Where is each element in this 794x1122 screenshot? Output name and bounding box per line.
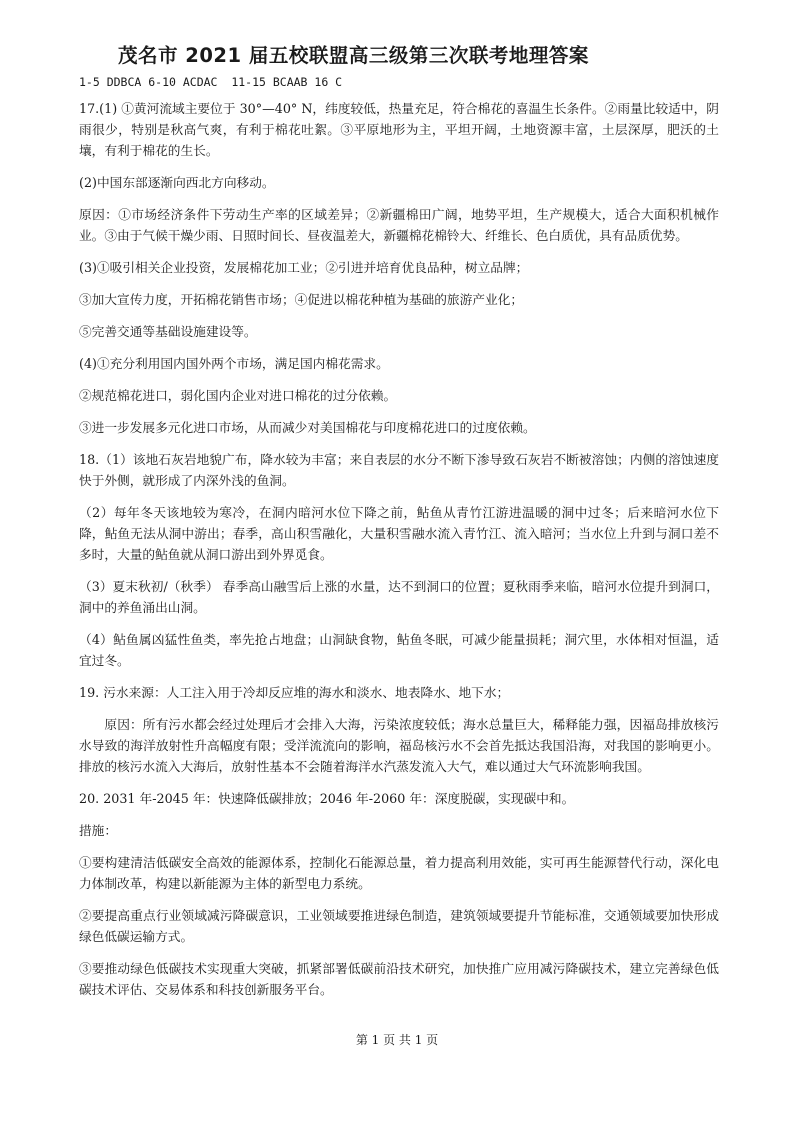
q17-part2: (2)中国东部逐渐向西北方向移动。 [79, 175, 275, 190]
q17-part2-reason: 原因：①市场经济条件下劳动生产率的区域差异；②新疆棉田广阔，地势平坦，生产规模大，适合大面积机械作业。③由于气候干燥少雨、日照时间长、昼夜温差大，新疆棉花棉铃大、纤维长、色白质优，具有品质优势。 [79, 207, 719, 243]
q17-part3-a: (3)①吸引相关企业投资，发展棉花加工业；②引进并培育优良品种，树立品牌； [79, 260, 529, 275]
q18-part4: （4）鲇鱼属凶猛性鱼类，率先抢占地盘；山洞缺食物，鲇鱼冬眠，可减少能量损耗；洞穴里，水体相对恒温，适宜过冬。 [79, 632, 719, 668]
page-title: 茂名市 2021 届五校联盟高三级第三次联考地理答案 [118, 44, 589, 67]
q20-measure-1: ①要构建清洁低碳安全高效的能源体系，控制化石能源总量，着力提高利用效能，实可再生能源替代行动，深化电力体制改革，构建以新能源为主体的新型电力系统。 [79, 855, 719, 891]
answer-body [79, 98, 719, 1011]
q20-stages: 20. 2031 年-2045 年：快速降低碳排放；2046 年-2060 年：深度脱碳，实现碳中和。 [79, 791, 575, 806]
q18-part3: （3）夏末秋初/（秋季） 春季高山融雪后上涨的水量，达不到洞口的位置；夏秋雨季来临，暗河水位提升到洞口，洞中的养鱼涌出山洞。 [79, 579, 719, 615]
q20-measure-2: ②要提高重点行业领域减污降碳意识，工业领域要推进绿色制造，建筑领域要提升节能标准，交通领域要加快形成绿色低碳运输方式。 [79, 908, 719, 944]
q19-reason: 原因：所有污水都会经过处理后才会排入大海，污染浓度较低；海水总量巨大，稀释能力强，因福岛排放核污水导致的海洋放射性升高幅度有限；受洋流流向的影响，福岛核污水不会首先抵达我国沿海，对我国的影响更小。排放的核污水流入大海后，放射性基本不会随着海洋水汽蒸发流入大气，难以通过大气环流影响我国。 [79, 717, 719, 774]
q17-part3-c: ⑤完善交通等基础设施建设等。 [79, 324, 257, 339]
q17-part4-c: ③进一步发展多元化进口市场，从而减少对美国棉花与印度棉花进口的过度依赖。 [79, 420, 536, 435]
q17-part4-a: (4)①充分利用国内国外两个市场，满足国内棉花需求。 [79, 356, 389, 371]
q18-part2: （2）每年冬天该地较为寒冷，在洞内暗河水位下降之前，鲇鱼从青竹江游进温暖的洞中过冬；后来暗河水位下降，鲇鱼无法从洞中游出；春季，高山积雪融化，大量积雪融水流入青竹江、流入暗河；当水位上升到与洞口差不多时，大量的鲇鱼就从洞口游出到外界觅食。 [79, 505, 719, 562]
page-footer: 第 1 页 共 1 页 [355, 1033, 439, 1047]
q17-part3-b: ③加大宣传力度，开拓棉花销售市场；④促进以棉花种植为基础的旅游产业化； [79, 292, 524, 307]
q18-part1: 18.（1）该地石灰岩地貌广布，降水较为丰富；来自表层的水分不断下渗导致石灰岩不断被溶蚀；内侧的溶蚀速度快于外侧，就形成了内深外浅的鱼洞。 [79, 452, 719, 488]
q20-measure-3: ③要推动绿色低碳技术实现重大突破，抓紧部署低碳前沿技术研究，加快推广应用减污降碳技术，建立完善绿色低碳技术评估、交易体系和科技创新服务平台。 [79, 961, 719, 997]
q17-part4-b: ②规范棉花进口，弱化国内企业对进口棉花的过分依赖。 [79, 388, 397, 403]
q19-source: 19. 污水来源：人工注入用于冷却反应堆的海水和淡水、地表降水、地下水； [79, 685, 510, 700]
choice-answers: 1-5 DDBCA 6-10 ACDAC 11-15 BCAAB 16 C [79, 75, 343, 89]
q17-part1: 17.(1) ①黄河流域主要位于 30°—40° N，纬度较低，热量充足，符合棉花的喜温生长条件。②雨量比较适中，阴雨很少，特别是秋高气爽，有利于棉花吐絮。③平原地形为主，平坦开阔，土地资源丰富，土层深厚，肥沃的土壤，有利于棉花的生长。 [79, 101, 719, 158]
q20-measures-label: 措施： [79, 823, 118, 838]
